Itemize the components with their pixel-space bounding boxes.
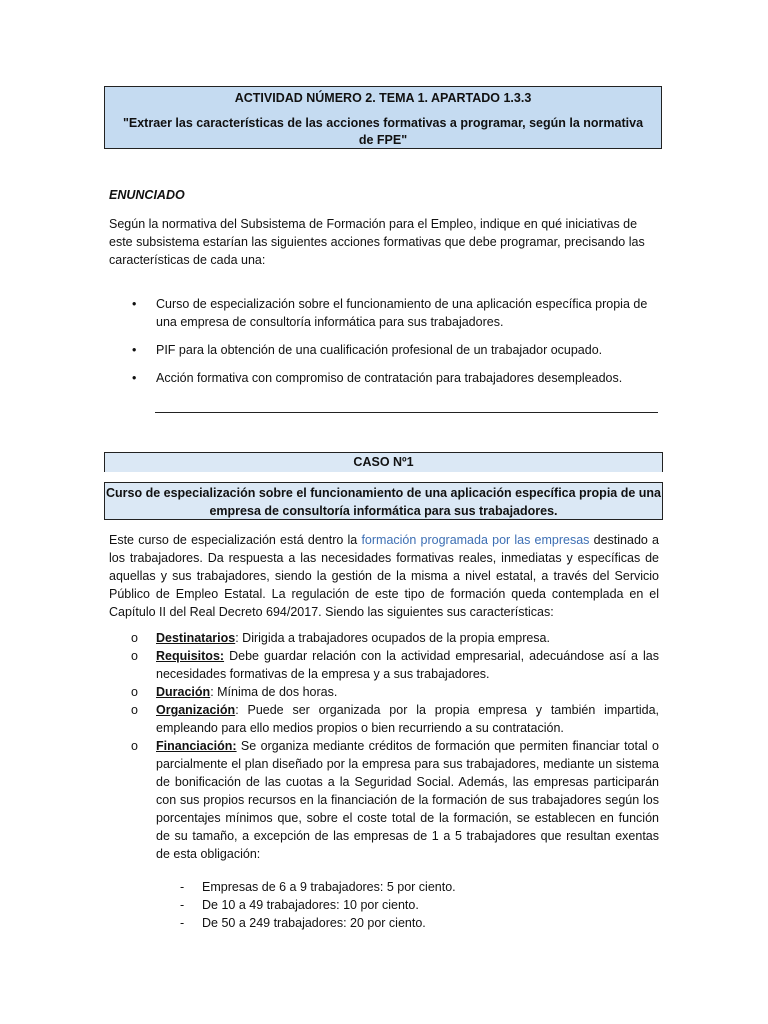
activity-title: ACTIVIDAD NÚMERO 2. TEMA 1. APARTADO 1.3.3 (234, 91, 532, 105)
list-item: • Acción formativa con compromiso de contratación para trabajadores desempleados. (132, 371, 623, 385)
case-subtitle-box (104, 482, 663, 520)
case-paragraph: Este curso de especialización está dentro la formación programada por las empresas destinado a los trabajadores. Da respuesta a las necesidades formativas reales, inmediatas y específicas de aquellas y sus trabajadores, siendo la gestión de la misma a nivel estatal, a través del Servicio Público de Empleo Estatal. La regulación de este tipo de formación queda contemplada en el Capítulo II del Real Decreto 694/2017. Siendo las siguientes sus características: (109, 533, 659, 619)
dash-bullet-icon: - (180, 880, 185, 894)
features-list (109, 629, 659, 863)
dash-bullet-icon: - (180, 898, 185, 912)
circle-bullet-icon: o (131, 631, 138, 645)
circle-bullet-icon: o (131, 739, 138, 753)
activity-title-box (104, 86, 662, 149)
divider (155, 412, 658, 413)
case-subtitle: Curso de especialización sobre el funcionamiento de una aplicación específica propia de una empresa de consultoría informática para sus trabajadores. (105, 486, 661, 518)
circle-bullet-icon: o (131, 649, 138, 663)
list-item: - De 10 a 49 trabajadores: 10 por ciento. (180, 898, 419, 912)
list-item: o Organización: Puede ser organizada por la propia empresa y también impartida, empleando para ello medios propios o bien recurriendo a su contratación. (131, 703, 659, 735)
list-item: o Requisitos: Debe guardar relación con la actividad empresarial, adecuándose así a las necesidades formativas de la empresa y a sus trabajadores. (131, 649, 659, 681)
enunciado-heading: ENUNCIADO (109, 188, 185, 202)
percentages-list (109, 878, 659, 932)
bullet-icon: • (132, 371, 137, 385)
training-link[interactable]: formación programada por las empresas (361, 533, 590, 547)
bullet-icon: • (132, 343, 137, 357)
list-item: o Financiación: Se organiza mediante créditos de formación que permiten financiar total o parcialmente el plan diseñado por la empresa para sus trabajadores, mediante un sistema de bonificación de las cuotas a la Seguridad Social. Además, las empresas participarán con sus propios recursos en la financiación de la formación de sus trabajadores según los porcentajes mínimos que, sobre el coste total de la formación, se establecen en función de su tamaño, a excepción de las empresas de 1 a 5 trabajadores que resultan exentas de esta obligación: (131, 739, 659, 861)
enunciado-intro: Según la normativa del Subsistema de Formación para el Empleo, indique en qué iniciativas de este subsistema estarían las siguientes acciones formativas que debe programar, precisando las características de cada una: (109, 217, 645, 267)
list-item: o Destinatarios: Dirigida a trabajadores ocupados de la propia empresa. (131, 631, 550, 645)
bullet-icon: • (132, 297, 137, 311)
list-item: - De 50 a 249 trabajadores: 20 por ciento. (180, 916, 426, 930)
list-item: o Duración: Mínima de dos horas. (131, 685, 338, 699)
dash-bullet-icon: - (180, 916, 185, 930)
circle-bullet-icon: o (131, 685, 138, 699)
list-item: • Curso de especialización sobre el funcionamiento de una aplicación específica propia de una empresa de consultoría informática para sus trabajadores. (132, 297, 648, 329)
list-item: • PIF para la obtención de una cualificación profesional de un trabajador ocupado. (132, 343, 603, 357)
enunciado-list (109, 295, 659, 397)
case-title: CASO Nº1 (353, 455, 414, 469)
list-item: - Empresas de 6 a 9 trabajadores: 5 por ciento. (180, 880, 456, 894)
circle-bullet-icon: o (131, 703, 138, 717)
case-title-box (104, 452, 663, 472)
activity-subtitle: "Extraer las características de las acciones formativas a programar, según la normativa de FPE" (122, 116, 644, 147)
